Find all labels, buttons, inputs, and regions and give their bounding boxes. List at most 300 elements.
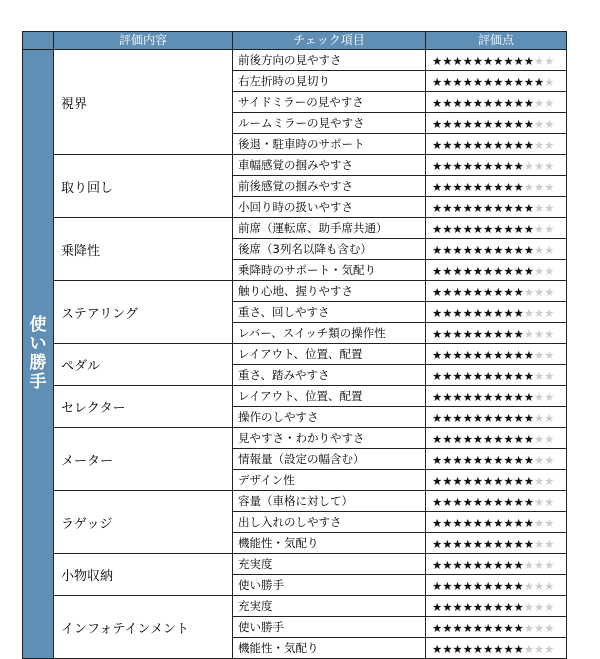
group-name: ステアリング — [54, 281, 233, 344]
star-empty-icon: ★ — [533, 327, 545, 341]
table-row — [23, 428, 567, 449]
star-filled-icon: ★ — [452, 411, 463, 425]
star-filled-icon: ★ — [462, 285, 473, 299]
star-filled-icon: ★ — [513, 222, 524, 236]
star-filled-icon: ★ — [462, 411, 473, 425]
star-empty-icon: ★ — [533, 600, 545, 614]
star-filled-icon: ★ — [462, 537, 473, 551]
star-filled-icon: ★ — [452, 96, 463, 110]
star-filled-icon: ★ — [503, 306, 514, 320]
star-filled-icon: ★ — [482, 642, 494, 656]
star-filled-icon: ★ — [442, 369, 453, 383]
star-filled-icon: ★ — [513, 642, 524, 656]
star-empty-icon: ★ — [523, 579, 534, 593]
check-item: 乗降時のサポート・気配り — [233, 260, 426, 281]
star-filled-icon: ★ — [462, 495, 473, 509]
star-filled-icon: ★ — [432, 390, 443, 404]
star-filled-icon: ★ — [513, 453, 524, 467]
star-empty-icon: ★ — [544, 642, 555, 656]
star-filled-icon: ★ — [533, 75, 545, 89]
star-empty-icon: ★ — [544, 390, 555, 404]
star-rating — [426, 449, 567, 470]
star-empty-icon: ★ — [544, 201, 555, 215]
star-empty-icon: ★ — [544, 474, 555, 488]
table-row — [23, 596, 567, 617]
star-filled-icon: ★ — [442, 537, 453, 551]
star-filled-icon: ★ — [442, 54, 453, 68]
star-filled-icon: ★ — [432, 264, 443, 278]
star-empty-icon: ★ — [544, 432, 555, 446]
star-filled-icon: ★ — [442, 516, 453, 530]
star-filled-icon: ★ — [482, 306, 494, 320]
star-filled-icon: ★ — [452, 537, 463, 551]
star-filled-icon: ★ — [442, 327, 453, 341]
star-filled-icon: ★ — [513, 369, 524, 383]
check-item: 前席（運転席、助手席共通） — [233, 218, 426, 239]
star-filled-icon: ★ — [432, 180, 443, 194]
star-filled-icon: ★ — [452, 516, 463, 530]
star-empty-icon: ★ — [523, 600, 534, 614]
star-filled-icon: ★ — [472, 579, 484, 593]
star-filled-icon: ★ — [503, 285, 514, 299]
star-filled-icon: ★ — [493, 138, 504, 152]
star-filled-icon: ★ — [482, 180, 494, 194]
star-filled-icon: ★ — [452, 600, 463, 614]
star-filled-icon: ★ — [513, 201, 524, 215]
group-name: インフォテインメント — [54, 596, 233, 659]
star-filled-icon: ★ — [503, 159, 514, 173]
star-filled-icon: ★ — [482, 432, 494, 446]
star-empty-icon: ★ — [523, 159, 534, 173]
check-item: 充実度 — [233, 554, 426, 575]
star-filled-icon: ★ — [442, 117, 453, 131]
star-filled-icon: ★ — [513, 285, 524, 299]
check-item: 重さ、踏みやすさ — [233, 365, 426, 386]
table-row — [23, 344, 567, 365]
star-filled-icon: ★ — [493, 495, 504, 509]
star-empty-icon: ★ — [544, 537, 555, 551]
star-filled-icon: ★ — [493, 432, 504, 446]
star-rating — [426, 113, 567, 134]
group-name: 乗降性 — [54, 218, 233, 281]
check-item: 機能性・気配り — [233, 533, 426, 554]
star-filled-icon: ★ — [462, 138, 473, 152]
star-filled-icon: ★ — [432, 432, 443, 446]
star-empty-icon: ★ — [533, 159, 545, 173]
star-filled-icon: ★ — [523, 75, 534, 89]
star-filled-icon: ★ — [513, 264, 524, 278]
star-rating — [426, 92, 567, 113]
star-filled-icon: ★ — [462, 621, 473, 635]
star-filled-icon: ★ — [493, 243, 504, 257]
check-item: 触り心地、握りやすさ — [233, 281, 426, 302]
star-filled-icon: ★ — [472, 75, 484, 89]
star-filled-icon: ★ — [503, 75, 514, 89]
star-rating — [426, 638, 567, 659]
star-filled-icon: ★ — [523, 201, 534, 215]
star-filled-icon: ★ — [432, 369, 443, 383]
star-empty-icon: ★ — [533, 285, 545, 299]
group-name: ラゲッジ — [54, 491, 233, 554]
star-filled-icon: ★ — [462, 180, 473, 194]
star-filled-icon: ★ — [503, 243, 514, 257]
star-filled-icon: ★ — [482, 621, 494, 635]
star-empty-icon: ★ — [523, 621, 534, 635]
star-filled-icon: ★ — [523, 222, 534, 236]
star-filled-icon: ★ — [493, 453, 504, 467]
star-filled-icon: ★ — [452, 369, 463, 383]
star-filled-icon: ★ — [472, 432, 484, 446]
star-filled-icon: ★ — [452, 306, 463, 320]
table-body — [23, 50, 567, 659]
star-rating — [426, 281, 567, 302]
star-filled-icon: ★ — [493, 327, 504, 341]
star-filled-icon: ★ — [493, 369, 504, 383]
star-filled-icon: ★ — [513, 327, 524, 341]
star-empty-icon: ★ — [544, 285, 555, 299]
star-empty-icon: ★ — [533, 579, 545, 593]
star-empty-icon: ★ — [544, 327, 555, 341]
group-name: 取り回し — [54, 155, 233, 218]
star-empty-icon: ★ — [544, 264, 555, 278]
star-filled-icon: ★ — [513, 537, 524, 551]
star-filled-icon: ★ — [523, 495, 534, 509]
star-filled-icon: ★ — [523, 96, 534, 110]
star-filled-icon: ★ — [493, 117, 504, 131]
star-filled-icon: ★ — [472, 243, 484, 257]
star-filled-icon: ★ — [513, 579, 524, 593]
star-filled-icon: ★ — [523, 264, 534, 278]
star-filled-icon: ★ — [462, 96, 473, 110]
star-filled-icon: ★ — [503, 54, 514, 68]
star-empty-icon: ★ — [544, 243, 555, 257]
star-filled-icon: ★ — [513, 516, 524, 530]
star-filled-icon: ★ — [482, 453, 494, 467]
star-filled-icon: ★ — [523, 411, 534, 425]
star-rating — [426, 491, 567, 512]
star-filled-icon: ★ — [513, 621, 524, 635]
star-filled-icon: ★ — [442, 180, 453, 194]
star-filled-icon: ★ — [442, 600, 453, 614]
star-filled-icon: ★ — [523, 369, 534, 383]
table-row — [23, 386, 567, 407]
star-empty-icon: ★ — [533, 453, 545, 467]
star-filled-icon: ★ — [503, 495, 514, 509]
star-filled-icon: ★ — [442, 453, 453, 467]
star-rating — [426, 344, 567, 365]
star-filled-icon: ★ — [452, 222, 463, 236]
star-filled-icon: ★ — [462, 474, 473, 488]
check-item: 見やすさ・わかりやすさ — [233, 428, 426, 449]
star-filled-icon: ★ — [493, 579, 504, 593]
check-item: ルームミラーの見やすさ — [233, 113, 426, 134]
star-empty-icon: ★ — [533, 264, 545, 278]
star-filled-icon: ★ — [432, 474, 443, 488]
header-check-item: チェック項目 — [233, 32, 426, 50]
star-empty-icon: ★ — [544, 369, 555, 383]
star-filled-icon: ★ — [462, 558, 473, 572]
check-item: サイドミラーの見やすさ — [233, 92, 426, 113]
star-filled-icon: ★ — [432, 348, 443, 362]
star-filled-icon: ★ — [482, 390, 494, 404]
star-empty-icon: ★ — [533, 180, 545, 194]
star-filled-icon: ★ — [462, 264, 473, 278]
header-score: 評価点 — [426, 32, 567, 50]
check-item: 後席（3列名以降も含む） — [233, 239, 426, 260]
star-filled-icon: ★ — [472, 180, 484, 194]
star-filled-icon: ★ — [472, 327, 484, 341]
star-filled-icon: ★ — [462, 222, 473, 236]
star-filled-icon: ★ — [482, 75, 494, 89]
check-item: 情報量（設定の幅含む） — [233, 449, 426, 470]
star-filled-icon: ★ — [472, 390, 484, 404]
check-item: デザイン性 — [233, 470, 426, 491]
star-filled-icon: ★ — [482, 159, 494, 173]
star-empty-icon: ★ — [533, 432, 545, 446]
star-filled-icon: ★ — [432, 600, 443, 614]
star-rating — [426, 260, 567, 281]
star-filled-icon: ★ — [493, 411, 504, 425]
star-empty-icon: ★ — [533, 138, 545, 152]
star-empty-icon: ★ — [533, 621, 545, 635]
star-filled-icon: ★ — [523, 453, 534, 467]
star-empty-icon: ★ — [544, 579, 555, 593]
star-filled-icon: ★ — [472, 306, 484, 320]
check-item: 小回り時の扱いやすさ — [233, 197, 426, 218]
star-filled-icon: ★ — [472, 516, 484, 530]
check-item: 後退・駐車時のサポート — [233, 134, 426, 155]
star-filled-icon: ★ — [513, 558, 524, 572]
header-content: 評価内容 — [54, 32, 233, 50]
star-empty-icon: ★ — [533, 54, 545, 68]
star-filled-icon: ★ — [442, 579, 453, 593]
star-empty-icon: ★ — [544, 138, 555, 152]
group-name: 視界 — [54, 50, 233, 155]
star-filled-icon: ★ — [523, 432, 534, 446]
star-filled-icon: ★ — [472, 201, 484, 215]
star-filled-icon: ★ — [462, 117, 473, 131]
star-filled-icon: ★ — [503, 390, 514, 404]
star-filled-icon: ★ — [523, 348, 534, 362]
star-filled-icon: ★ — [482, 474, 494, 488]
star-filled-icon: ★ — [432, 75, 443, 89]
star-filled-icon: ★ — [482, 327, 494, 341]
star-filled-icon: ★ — [452, 348, 463, 362]
star-filled-icon: ★ — [462, 54, 473, 68]
check-item: 重さ、回しやすさ — [233, 302, 426, 323]
star-filled-icon: ★ — [442, 201, 453, 215]
star-filled-icon: ★ — [432, 411, 443, 425]
star-rating — [426, 554, 567, 575]
star-filled-icon: ★ — [452, 621, 463, 635]
star-filled-icon: ★ — [472, 621, 484, 635]
star-filled-icon: ★ — [432, 306, 443, 320]
star-empty-icon: ★ — [533, 201, 545, 215]
star-filled-icon: ★ — [462, 348, 473, 362]
star-filled-icon: ★ — [432, 222, 443, 236]
star-rating — [426, 365, 567, 386]
table-row — [23, 218, 567, 239]
star-filled-icon: ★ — [482, 579, 494, 593]
star-filled-icon: ★ — [462, 516, 473, 530]
star-filled-icon: ★ — [432, 558, 443, 572]
star-filled-icon: ★ — [513, 54, 524, 68]
star-filled-icon: ★ — [513, 138, 524, 152]
star-filled-icon: ★ — [493, 285, 504, 299]
star-filled-icon: ★ — [462, 306, 473, 320]
star-filled-icon: ★ — [432, 96, 443, 110]
star-filled-icon: ★ — [472, 138, 484, 152]
star-filled-icon: ★ — [482, 285, 494, 299]
star-filled-icon: ★ — [493, 54, 504, 68]
star-filled-icon: ★ — [462, 75, 473, 89]
table-row — [23, 491, 567, 512]
star-filled-icon: ★ — [432, 159, 443, 173]
star-filled-icon: ★ — [432, 642, 443, 656]
check-item: 出し入れのしやすさ — [233, 512, 426, 533]
star-filled-icon: ★ — [432, 201, 443, 215]
star-filled-icon: ★ — [472, 474, 484, 488]
star-rating — [426, 596, 567, 617]
star-rating — [426, 218, 567, 239]
star-filled-icon: ★ — [432, 579, 443, 593]
star-empty-icon: ★ — [544, 159, 555, 173]
star-rating — [426, 323, 567, 344]
star-empty-icon: ★ — [544, 306, 555, 320]
star-filled-icon: ★ — [442, 243, 453, 257]
star-filled-icon: ★ — [432, 243, 443, 257]
star-filled-icon: ★ — [493, 75, 504, 89]
star-filled-icon: ★ — [523, 54, 534, 68]
star-filled-icon: ★ — [513, 474, 524, 488]
star-filled-icon: ★ — [503, 201, 514, 215]
star-empty-icon: ★ — [533, 390, 545, 404]
star-empty-icon: ★ — [533, 306, 545, 320]
table-row — [23, 281, 567, 302]
star-filled-icon: ★ — [462, 243, 473, 257]
star-rating — [426, 302, 567, 323]
star-filled-icon: ★ — [442, 306, 453, 320]
star-filled-icon: ★ — [452, 285, 463, 299]
star-filled-icon: ★ — [472, 558, 484, 572]
star-filled-icon: ★ — [482, 222, 494, 236]
star-filled-icon: ★ — [523, 117, 534, 131]
star-filled-icon: ★ — [452, 264, 463, 278]
star-filled-icon: ★ — [523, 516, 534, 530]
star-filled-icon: ★ — [442, 474, 453, 488]
star-empty-icon: ★ — [544, 348, 555, 362]
star-filled-icon: ★ — [493, 537, 504, 551]
star-filled-icon: ★ — [442, 285, 453, 299]
star-empty-icon: ★ — [523, 285, 534, 299]
table-row — [23, 554, 567, 575]
star-empty-icon: ★ — [533, 537, 545, 551]
group-name: 小物収納 — [54, 554, 233, 596]
star-empty-icon: ★ — [544, 558, 555, 572]
star-empty-icon: ★ — [533, 516, 545, 530]
star-filled-icon: ★ — [482, 96, 494, 110]
star-filled-icon: ★ — [482, 348, 494, 362]
star-filled-icon: ★ — [482, 537, 494, 551]
star-filled-icon: ★ — [503, 138, 514, 152]
star-filled-icon: ★ — [503, 537, 514, 551]
table-row — [23, 155, 567, 176]
star-filled-icon: ★ — [503, 516, 514, 530]
star-filled-icon: ★ — [462, 600, 473, 614]
star-filled-icon: ★ — [472, 453, 484, 467]
star-filled-icon: ★ — [503, 327, 514, 341]
star-filled-icon: ★ — [513, 75, 524, 89]
star-filled-icon: ★ — [503, 411, 514, 425]
star-filled-icon: ★ — [503, 117, 514, 131]
star-filled-icon: ★ — [503, 642, 514, 656]
check-item: レバー、スイッチ類の操作性 — [233, 323, 426, 344]
header-row — [23, 32, 567, 50]
star-filled-icon: ★ — [503, 369, 514, 383]
star-filled-icon: ★ — [442, 432, 453, 446]
star-filled-icon: ★ — [442, 264, 453, 278]
header-corner — [23, 32, 54, 50]
star-filled-icon: ★ — [432, 138, 443, 152]
star-filled-icon: ★ — [493, 474, 504, 488]
star-filled-icon: ★ — [472, 96, 484, 110]
star-empty-icon: ★ — [533, 222, 545, 236]
star-filled-icon: ★ — [442, 138, 453, 152]
star-filled-icon: ★ — [493, 558, 504, 572]
star-filled-icon: ★ — [472, 348, 484, 362]
star-empty-icon: ★ — [544, 117, 555, 131]
star-filled-icon: ★ — [482, 411, 494, 425]
star-filled-icon: ★ — [452, 159, 463, 173]
star-filled-icon: ★ — [472, 411, 484, 425]
star-filled-icon: ★ — [432, 621, 443, 635]
check-item: 容量（車格に対して） — [233, 491, 426, 512]
star-filled-icon: ★ — [472, 495, 484, 509]
star-filled-icon: ★ — [452, 138, 463, 152]
star-filled-icon: ★ — [432, 516, 443, 530]
star-filled-icon: ★ — [442, 642, 453, 656]
star-filled-icon: ★ — [503, 579, 514, 593]
star-filled-icon: ★ — [493, 96, 504, 110]
star-filled-icon: ★ — [442, 96, 453, 110]
star-filled-icon: ★ — [493, 642, 504, 656]
star-filled-icon: ★ — [452, 558, 463, 572]
star-filled-icon: ★ — [482, 558, 494, 572]
star-empty-icon: ★ — [544, 222, 555, 236]
star-filled-icon: ★ — [503, 621, 514, 635]
check-item: 前後方向の見やすさ — [233, 50, 426, 71]
star-filled-icon: ★ — [442, 495, 453, 509]
star-filled-icon: ★ — [452, 117, 463, 131]
star-filled-icon: ★ — [482, 54, 494, 68]
check-item: 操作のしやすさ — [233, 407, 426, 428]
star-filled-icon: ★ — [513, 159, 524, 173]
star-filled-icon: ★ — [503, 348, 514, 362]
star-rating — [426, 71, 567, 92]
star-rating — [426, 176, 567, 197]
star-empty-icon: ★ — [523, 327, 534, 341]
star-rating — [426, 197, 567, 218]
check-item: 車幅感覚の掴みやすさ — [233, 155, 426, 176]
check-item: 充実度 — [233, 596, 426, 617]
star-filled-icon: ★ — [452, 243, 463, 257]
star-filled-icon: ★ — [472, 264, 484, 278]
star-filled-icon: ★ — [442, 159, 453, 173]
star-filled-icon: ★ — [442, 621, 453, 635]
star-filled-icon: ★ — [493, 306, 504, 320]
star-empty-icon: ★ — [544, 54, 555, 68]
star-filled-icon: ★ — [472, 285, 484, 299]
